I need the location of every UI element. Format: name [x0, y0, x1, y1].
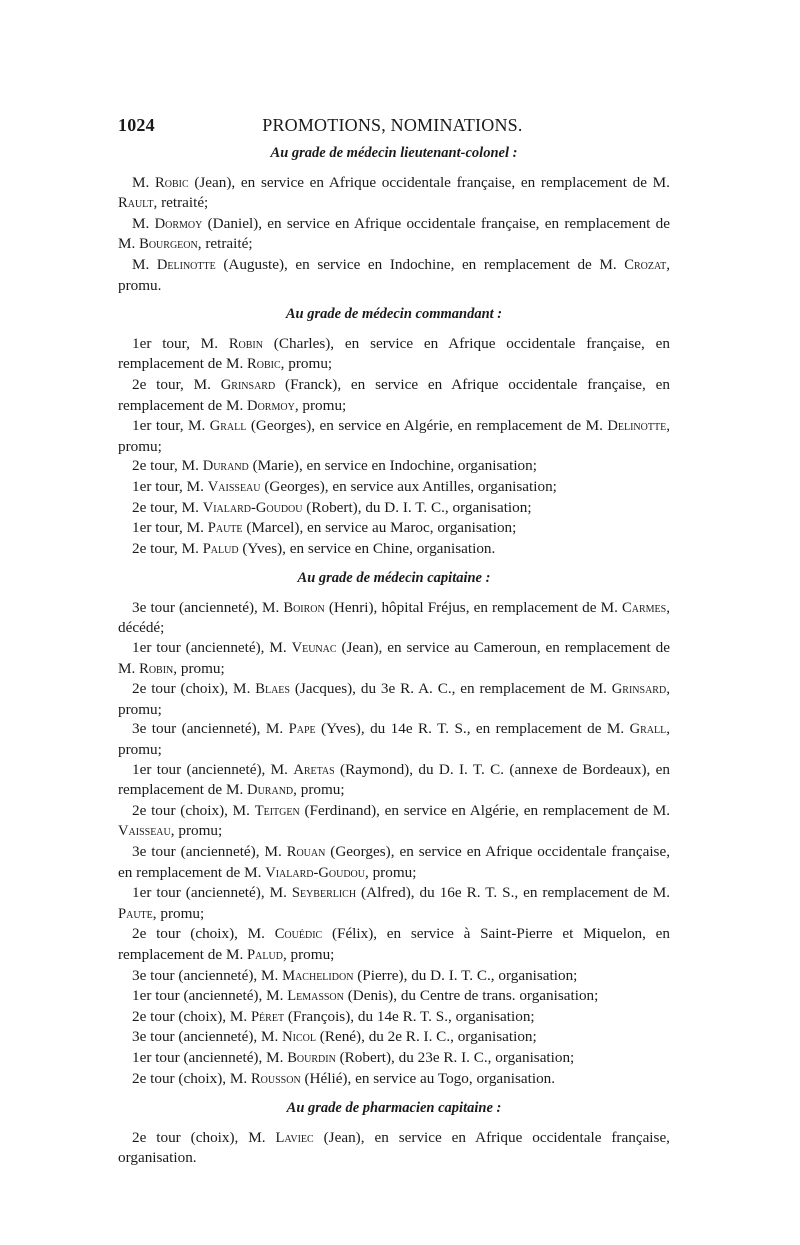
list-item	[118, 801, 670, 842]
entry-text: , promu;	[118, 720, 671, 759]
list-item	[118, 842, 670, 883]
entry-text: , promu;	[294, 396, 347, 414]
entry-text: , promu;	[280, 355, 333, 373]
list-item	[118, 334, 670, 375]
list-item	[118, 679, 670, 719]
entry-text: (Ferdinand), en service en Algérie, en remplacement de M.	[299, 801, 670, 819]
entry-text: M.	[132, 173, 155, 191]
entry-text: (Denis), du Centre de trans. organisation;	[343, 987, 599, 1005]
entry-text: 1er tour (ancienneté), M.	[132, 884, 292, 902]
section	[118, 1099, 670, 1168]
surname: Péret	[250, 1008, 285, 1025]
surname: Rouan	[286, 844, 326, 860]
surname: Vialard-Goudou	[202, 499, 303, 516]
entry-text: 2e tour (choix), M.	[132, 1128, 276, 1146]
entry-text: (Georges), en service en Algérie, en remplacement de M.	[246, 417, 608, 435]
surname: Paute	[118, 905, 153, 922]
document-page	[118, 116, 670, 1168]
sections-container	[118, 144, 670, 1168]
entry-text: 2e tour (choix), M.	[132, 680, 256, 698]
list-item	[118, 1007, 670, 1028]
surname: Blaes	[255, 681, 290, 698]
entry-text: (Yves), en service en Chine, organisation.	[238, 539, 496, 557]
entry-text: (Georges), en service aux Antilles, organisation;	[260, 477, 557, 495]
surname: Grall	[629, 721, 667, 738]
list-item	[118, 638, 670, 679]
surname: Vialard-Goudou	[265, 864, 365, 881]
surname: Crozat	[624, 256, 667, 273]
section	[118, 144, 670, 295]
entry-text: 3e tour (ancienneté), M.	[132, 720, 289, 738]
surname: Delinotte	[607, 418, 667, 435]
entry-text: 1er tour, M.	[132, 519, 208, 537]
list-item	[118, 416, 670, 456]
list-item	[118, 539, 670, 560]
entry-text: 3e tour (ancienneté), M.	[132, 1028, 283, 1046]
entry-text: 3e tour (ancienneté), M.	[132, 598, 284, 616]
entry-text: (Charles), en service en Afrique occidentale française, en remplacement de M.	[118, 334, 670, 373]
surname: Durand	[247, 782, 294, 799]
entry-text: (François), du 14e R. T. S., organisation;	[284, 1007, 535, 1025]
list-item	[118, 518, 670, 539]
surname: Machelidon	[282, 967, 354, 984]
surname: Vaisseau	[207, 478, 261, 495]
running-header	[118, 116, 670, 138]
entry-text: , promu;	[173, 659, 225, 677]
section-heading: Au grade de médecin commandant :	[285, 306, 503, 323]
entry-text: 2e tour (choix), M.	[132, 801, 255, 819]
entry-text: , décédé;	[118, 598, 670, 637]
surname: Rault	[118, 195, 154, 212]
surname: Couédic	[274, 926, 323, 943]
entry-list	[118, 1128, 670, 1168]
surname: Palud	[247, 946, 283, 963]
surname: Bourgeon	[139, 236, 198, 253]
entry-text: 1er tour (ancienneté), M.	[132, 987, 288, 1005]
surname: Bourdin	[287, 1049, 336, 1066]
entry-text: (Marcel), en service au Maroc, organisation;	[242, 519, 517, 537]
entry-text: 2e tour, M.	[132, 498, 203, 516]
entry-text: 2e tour, M.	[132, 375, 221, 393]
entry-text: 1er tour (ancienneté), M.	[132, 639, 292, 657]
list-item	[118, 456, 670, 477]
entry-text: 2e tour (choix), M.	[132, 1069, 251, 1087]
entry-text: , promu;	[364, 863, 417, 881]
surname: Aretas	[293, 761, 335, 778]
entry-text: (Daniel), en service en Afrique occidentale française, en remplacement de M.	[118, 214, 670, 253]
surname: Pape	[288, 721, 316, 738]
surname: Lemasson	[287, 988, 344, 1005]
entry-text: (Félix), en service à Saint-Pierre et Miquelon, en remplacement de M.	[118, 925, 670, 963]
surname: Robin	[139, 660, 174, 677]
entry-text: M.	[132, 214, 155, 232]
entry-text: (Jacques), du 3e R. A. C., en remplacement de M.	[289, 680, 612, 698]
surname: Robic	[247, 356, 281, 373]
list-item	[118, 760, 670, 801]
surname: Carmes	[622, 599, 667, 616]
entry-text: 1er tour (ancienneté), M.	[132, 760, 294, 778]
surname: Seyberlich	[291, 885, 357, 902]
entry-text: 1er tour, M.	[132, 417, 210, 435]
entry-text: (Marie), en service en Indochine, organisation;	[248, 457, 537, 475]
list-item	[118, 598, 670, 638]
entry-text: 3e tour (ancienneté), M.	[132, 966, 283, 984]
list-item	[118, 883, 670, 924]
entry-text: (Hélié), en service au Togo, organisation.	[300, 1069, 556, 1087]
entry-text: (Jean), en service en Afrique occidentale française, en remplacement de M.	[188, 173, 670, 191]
list-item	[118, 966, 670, 987]
page-number: 1024	[118, 115, 155, 135]
surname: Robin	[228, 335, 263, 352]
entry-text: , retraité;	[197, 235, 253, 253]
entry-text: 2e tour (choix), M.	[132, 925, 275, 943]
entry-text: (Franck), en service en Afrique occidentale française, en remplacement de M.	[118, 375, 671, 414]
section-heading: Au grade de médecin lieutenant-colonel :	[270, 145, 518, 161]
list-item	[118, 1069, 670, 1090]
list-item	[118, 173, 670, 214]
surname: Robic	[155, 174, 189, 191]
list-item	[118, 719, 670, 759]
entry-text: 1er tour, M.	[132, 334, 229, 352]
list-item	[118, 214, 670, 255]
surname: Grinsard	[220, 376, 276, 393]
entry-text: 1er tour (ancienneté), M.	[132, 1048, 288, 1066]
entry-text: (Georges), en service en Afrique occidentale française, en remplacement de M.	[118, 843, 670, 881]
surname: Nicol	[282, 1029, 316, 1046]
surname: Rousson	[250, 1070, 301, 1087]
entry-text: , promu;	[152, 904, 205, 922]
entry-text: (Jean), en service en Afrique occidentale française, organisation.	[118, 1128, 670, 1167]
surname: Durand	[202, 458, 249, 475]
entry-text: 1er tour, M.	[132, 477, 208, 495]
entry-text: (Robert), du D. I. T. C., organisation;	[302, 498, 532, 516]
entry-text: , promu;	[118, 680, 670, 718]
entry-text: , promu.	[118, 255, 670, 294]
entry-list	[118, 334, 670, 560]
entry-text: M.	[132, 255, 157, 273]
list-item	[118, 255, 670, 295]
surname: Laviec	[275, 1129, 314, 1146]
list-item	[118, 924, 670, 965]
surname: Delinotte	[156, 256, 216, 273]
list-item	[118, 1048, 670, 1069]
entry-text: (Yves), du 14e R. T. S., en remplacement de M.	[315, 720, 630, 738]
list-item	[118, 986, 670, 1007]
surname: Veunac	[291, 640, 337, 657]
entry-text: 2e tour (choix), M.	[132, 1007, 251, 1025]
section-heading: Au grade de médecin capitaine :	[297, 570, 491, 587]
entry-text: 2e tour, M.	[132, 539, 203, 557]
entry-text: 3e tour (ancienneté), M.	[132, 843, 287, 860]
entry-text: (Jean), en service au Cameroun, en remplacement de M.	[118, 639, 670, 677]
surname: Dormoy	[247, 397, 295, 414]
surname: Teitgen	[254, 802, 300, 819]
surname: Vaisseau	[118, 823, 171, 840]
entry-text: (Pierre), du D. I. T. C., organisation;	[353, 966, 578, 984]
entry-text: , promu;	[293, 781, 345, 799]
surname: Palud	[202, 540, 239, 557]
entry-text: , promu;	[282, 945, 335, 963]
surname: Dormoy	[154, 215, 203, 232]
section	[118, 305, 670, 559]
list-item	[118, 1128, 670, 1168]
surname: Grinsard	[611, 681, 667, 698]
page-title: PROMOTIONS, NOMINATIONS.	[262, 115, 523, 135]
surname: Paute	[207, 520, 243, 537]
section-heading: Au grade de pharmacien capitaine :	[286, 1100, 502, 1117]
list-item	[118, 477, 670, 498]
section	[118, 569, 670, 1089]
entry-text: (Auguste), en service en Indochine, en remplacement de M.	[215, 255, 625, 273]
entry-text: , promu;	[118, 417, 670, 455]
entry-text: 2e tour, M.	[132, 457, 203, 475]
entry-list	[118, 173, 670, 296]
list-item	[118, 498, 670, 519]
entry-text: (Henri), hôpital Fréjus, en remplacement de M.	[324, 598, 623, 616]
surname: Boiron	[283, 599, 325, 616]
entry-list	[118, 598, 670, 1089]
entry-text: (Robert), du 23e R. I. C., organisation;	[335, 1048, 575, 1066]
list-item	[118, 375, 670, 416]
entry-text: (René), du 2e R. I. C., organisation;	[315, 1028, 537, 1046]
list-item	[118, 1027, 670, 1048]
surname: Grall	[209, 418, 247, 435]
entry-text: (Alfred), du 16e R. T. S., en remplacement de M.	[356, 884, 670, 902]
entry-text: , retraité;	[153, 194, 209, 212]
entry-text: (Raymond), du D. I. T. C. (annexe de Bordeaux), en remplacement de M.	[118, 760, 670, 799]
entry-text: , promu;	[170, 822, 223, 840]
